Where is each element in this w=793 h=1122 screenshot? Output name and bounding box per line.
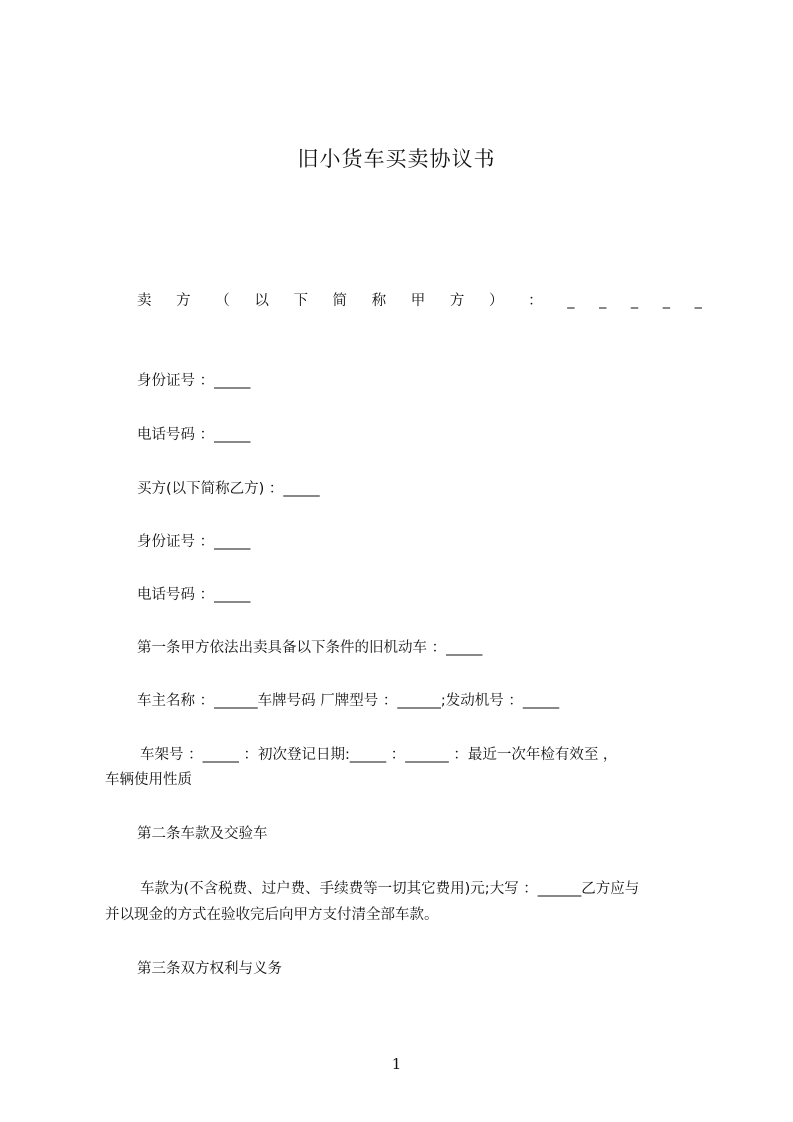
seller-char: _ [694,293,702,309]
buyer-line: 买方(以下简称乙方) ：_____ [137,481,320,497]
article-3-heading: 第三条双方权利与义务 [137,961,282,977]
seller-char: _ [567,293,575,309]
seller-char: 方 [449,293,465,309]
buyer-id-line: 身份证号 ：_____ [137,534,251,550]
seller-id-line: 身份证号 ：_____ [137,373,251,389]
seller-char: 下 [293,293,308,309]
seller-char: 以 [254,293,269,309]
article-2-heading: 第二条车款及交验车 [137,826,268,842]
buyer-phone-line: 电话号码 ：_____ [137,587,251,603]
article-1-line: 第一条甲方依法出卖具备以下条件的旧机动车 ：_____ [137,640,483,656]
seller-char: 称 [371,293,387,309]
seller-char: 简 [332,293,348,309]
seller-char: 甲 [410,293,426,309]
seller-phone-line: 电话号码 ：_____ [137,427,251,443]
seller-char: _ [630,293,639,309]
frame-number-line: 车架号 ：_____ ：初次登记日期:_____ ：______ ：最近一次年检有效至 ， [140,747,618,763]
seller-line [137,291,702,311]
seller-char: （ [215,293,230,309]
seller-char: 方 [176,293,191,309]
vehicle-use-line: 车辆使用性质 [105,772,192,788]
seller-char: _ [599,293,607,309]
seller-char: ） [488,293,504,309]
payment-line-2: 并以现金的方式在验收完后向甲方支付清全部车款。 [105,907,439,923]
seller-char: ： [528,293,543,309]
document-title: 旧小货车买卖协议书 [297,147,496,171]
seller-char: 卖 [137,293,152,309]
payment-line-1: 车款为(不含税费、过户费、手续费等一切其它费用)元;大写 ：______乙方应与 [140,881,640,897]
seller-char: _ [662,293,671,309]
vehicle-info-line: 车主名称 ：______车牌号码 厂牌型号 ：______;发动机号 ：_____ [137,693,560,709]
page-number: 1 [391,1055,402,1073]
